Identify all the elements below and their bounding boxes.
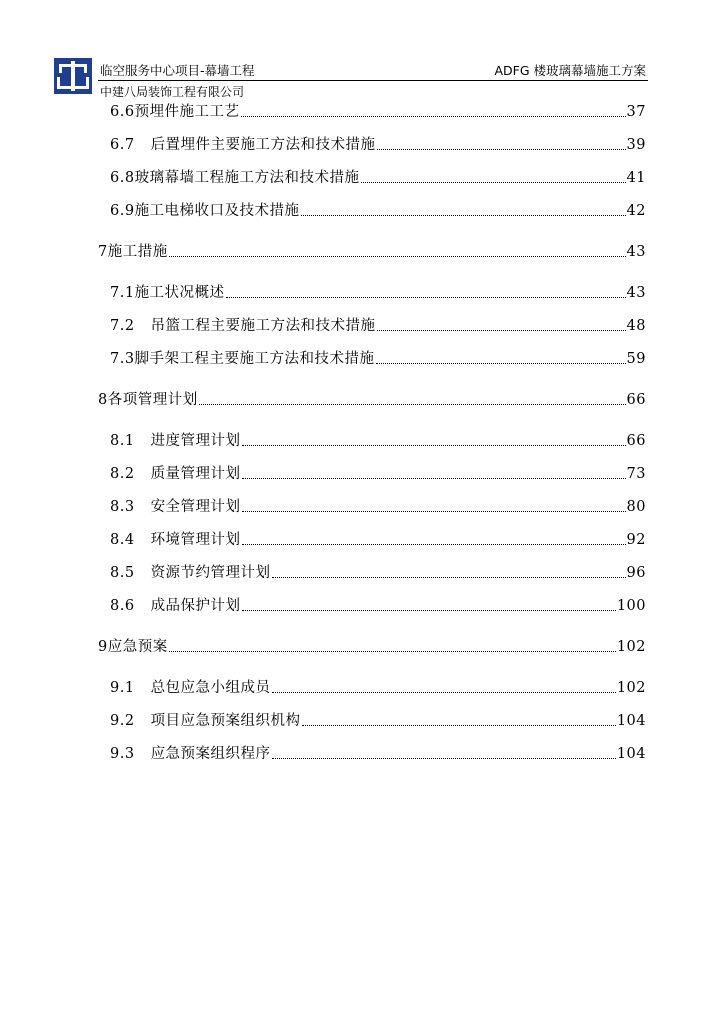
toc-entry[interactable] — [110, 166, 646, 188]
toc-title: 环境管理计划 — [150, 532, 241, 548]
toc-leader — [377, 149, 626, 150]
toc-title: 各项管理计划 — [107, 392, 198, 408]
toc-number: 8.3 — [110, 499, 135, 515]
toc-page: 66 — [626, 392, 646, 408]
toc-page: 41 — [626, 170, 646, 186]
toc-entry[interactable] — [110, 281, 646, 303]
toc-number: 8.6 — [110, 598, 135, 614]
toc-leader — [272, 577, 626, 578]
toc-title: 质量管理计划 — [150, 466, 241, 482]
header-company: 中建八局装饰工程有限公司 — [100, 85, 245, 99]
toc-title: 安全管理计划 — [150, 499, 241, 515]
toc-leader — [226, 297, 626, 298]
toc-page: 43 — [626, 285, 646, 301]
toc-number: 8.4 — [110, 532, 135, 548]
toc-entry[interactable] — [110, 742, 646, 764]
toc-page: 39 — [626, 137, 646, 153]
toc-title: 应急预案 — [107, 639, 168, 655]
toc-entry[interactable] — [110, 528, 646, 550]
toc-title: 资源节约管理计划 — [150, 565, 271, 581]
toc-leader — [377, 330, 626, 331]
toc-title: 后置埋件主要施工方法和技术措施 — [150, 137, 376, 153]
toc-entry[interactable] — [110, 133, 646, 155]
toc-entry[interactable] — [110, 495, 646, 517]
toc-number: 6.6 — [110, 104, 135, 120]
toc-page: 100 — [616, 598, 646, 614]
toc-number: 7.2 — [110, 318, 135, 334]
toc-title: 吊篮工程主要施工方法和技术措施 — [150, 318, 376, 334]
toc-number: 8.1 — [110, 433, 135, 449]
toc-page: 73 — [626, 466, 646, 482]
toc-leader — [272, 758, 616, 759]
toc-entry[interactable] — [110, 462, 646, 484]
toc-entry[interactable] — [110, 100, 646, 122]
toc-title: 玻璃幕墙工程施工方法和技术措施 — [134, 170, 360, 186]
toc-number: 7.1 — [110, 285, 135, 301]
toc-title: 进度管理计划 — [150, 433, 241, 449]
toc-entry[interactable] — [110, 199, 646, 221]
toc-leader — [242, 511, 626, 512]
toc-leader — [242, 610, 616, 611]
header-doc-title: ADFG 楼玻璃幕墙施工方案 — [494, 63, 646, 78]
toc-title: 应急预案组织程序 — [150, 746, 271, 762]
toc-number: 8 — [98, 392, 108, 408]
toc-title: 总包应急小组成员 — [150, 680, 271, 696]
toc-title: 脚手架工程主要施工方法和技术措施 — [134, 351, 375, 367]
toc-leader — [242, 478, 626, 479]
toc-leader — [169, 256, 626, 257]
toc-entry[interactable] — [110, 347, 646, 369]
toc-title: 施工状况概述 — [134, 285, 225, 301]
toc-number: 9.1 — [110, 680, 135, 696]
toc-page: 92 — [626, 532, 646, 548]
toc-entry[interactable] — [110, 594, 646, 616]
toc-title: 成品保护计划 — [150, 598, 241, 614]
toc-leader — [242, 544, 626, 545]
toc-leader — [376, 363, 626, 364]
toc-entry[interactable] — [110, 429, 646, 451]
toc-number: 7 — [98, 244, 108, 260]
toc-page: 42 — [626, 203, 646, 219]
toc-number: 6.7 — [110, 137, 135, 153]
toc-number: 6.9 — [110, 203, 135, 219]
toc-leader — [242, 445, 626, 446]
toc-leader — [272, 692, 616, 693]
toc-page: 102 — [616, 680, 646, 696]
toc-title: 预埋件施工工艺 — [134, 104, 240, 120]
header-rule — [98, 80, 648, 81]
toc-leader — [361, 182, 626, 183]
toc-page: 66 — [626, 433, 646, 449]
toc-number: 7.3 — [110, 351, 135, 367]
toc-chapter[interactable] — [98, 240, 646, 262]
toc-page: 80 — [626, 499, 646, 515]
toc-title: 项目应急预案组织机构 — [150, 713, 301, 729]
page-header — [54, 50, 648, 98]
toc-number: 6.8 — [110, 170, 135, 186]
toc-entry[interactable] — [110, 709, 646, 731]
toc-page: 104 — [616, 713, 646, 729]
toc-leader — [169, 651, 616, 652]
toc-entry[interactable] — [110, 561, 646, 583]
company-logo — [54, 58, 92, 94]
toc-leader — [199, 404, 626, 405]
toc-number: 9 — [98, 639, 108, 655]
toc-leader — [302, 725, 616, 726]
toc-number: 9.3 — [110, 746, 135, 762]
toc-page: 102 — [616, 639, 646, 655]
toc-page: 59 — [626, 351, 646, 367]
toc-page: 37 — [626, 104, 646, 120]
toc-title: 施工措施 — [107, 244, 168, 260]
toc-page: 104 — [616, 746, 646, 762]
toc-page: 43 — [626, 244, 646, 260]
header-project: 临空服务中心项目-幕墙工程 — [100, 63, 255, 78]
toc-number: 9.2 — [110, 713, 135, 729]
toc-page: 96 — [626, 565, 646, 581]
toc-leader — [241, 116, 626, 117]
toc-entry[interactable] — [110, 314, 646, 336]
toc-number: 8.5 — [110, 565, 135, 581]
toc-chapter[interactable] — [98, 388, 646, 410]
toc-title: 施工电梯收口及技术措施 — [134, 203, 300, 219]
toc-leader — [301, 215, 626, 216]
toc-page: 48 — [626, 318, 646, 334]
toc-number: 8.2 — [110, 466, 135, 482]
toc-chapter[interactable] — [98, 635, 646, 657]
toc-entry[interactable] — [110, 676, 646, 698]
